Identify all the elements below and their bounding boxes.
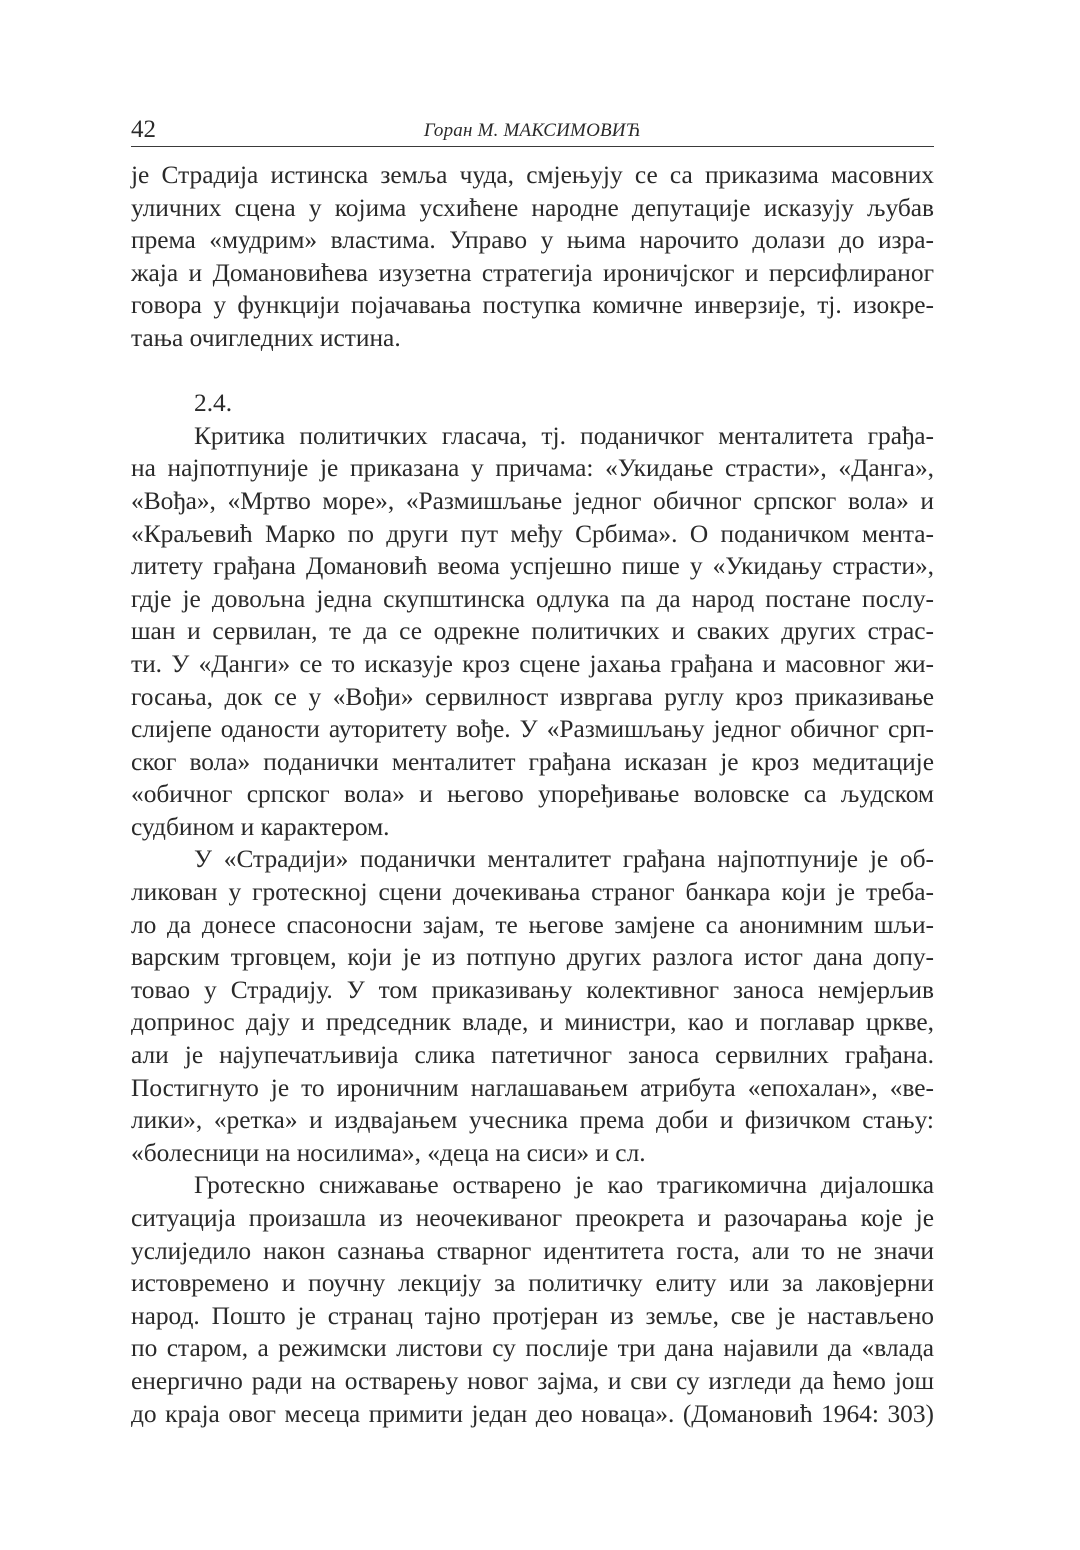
text-line: госања, док се у «Вођи» сервилност извргава руглу кроз приказивање (131, 682, 934, 711)
text-line: до краја овог месеца примити један део новаца». (Домановић 1964: 303) (131, 1399, 934, 1428)
text-line: према «мудрим» властима. Управо у њима нарочито долази до изра- (131, 226, 934, 255)
text-line: «обичног српског вола» и његово упоређивање воловске са људском (131, 780, 934, 809)
text-line: Гротескно снижавање остварено је као трагикомична дијалошка (194, 1171, 934, 1200)
text-line: «болесници на носилима», «деца на сиси» и сл. (131, 1138, 646, 1167)
text-line: Критика политичких гласача, тј. поданичког менталитета грађа- (194, 421, 934, 450)
running-head-author: Горан М. МАКСИМОВИЋ (423, 120, 642, 141)
text-line: али је најупечатљивија слика патетичног заноса сервилних грађана. (131, 1041, 934, 1070)
text-line: ло да донесе спасоносни зајам, те његове замјене са анонимним шљи- (131, 910, 934, 939)
text-line: на најпотпуније је приказана у причама: «Укидање страсти», «Данга», (131, 454, 934, 483)
text-line: товао у Страдију. У том приказивању колективног заноса немјерљив (131, 975, 934, 1004)
text-line: уличних сцена у којима усхићене народне депутације исказују љубав (131, 193, 934, 222)
text-line: народ. Пошто је странац тајно протјеран из земље, све је настављено (131, 1301, 934, 1330)
text-line: «Вођа», «Мртво море», «Размишљање једног обичног српског вола» и (131, 486, 934, 515)
text-line: услиједило након сазнања стварног идентитета госта, али то не значи (131, 1236, 934, 1265)
text-line: жаја и Домановићева изузетна стратегија ироничјског и персифлираног (131, 258, 934, 287)
text-line: ти. У «Данги» се то исказује кроз сцене јахања грађана и масовног жи- (131, 649, 934, 678)
body-text (131, 159, 934, 1430)
running-header (131, 114, 934, 147)
text-line: допринос дају и председник владе, и министри, као и поглавар цркве, (131, 1008, 934, 1037)
text-line: Постигнуто је то ироничним наглашавањем атрибута «епохалан», «ве- (131, 1073, 934, 1102)
text-line: ликован у гротескној сцени дочекивања страног банкара који је треба- (131, 878, 934, 907)
text-line: варским трговцем, који је из потпуно других разлога истог дана допу- (131, 943, 934, 972)
text-line: говора у функцији појачавања поступка комичне инверзије, тј. изокре- (131, 291, 934, 320)
text-line: по старом, а режимски листови су послије три дана најавили да «влада (131, 1334, 934, 1363)
text-line: «Краљевић Марко по други пут међу Србима». О поданичком мента- (131, 519, 934, 548)
text-line: лики», «ретка» и издвајањем учесника према доби и физичком стању: (131, 1106, 934, 1135)
page-number: 42 (131, 116, 156, 143)
text-line: слијепе оданости ауторитету вође. У «Размишљању једног обичног срп- (131, 715, 934, 744)
section-number: 2.4. (194, 389, 233, 418)
text-line: ситуација произашла из неочекиваног преокрета и разочарања које је (131, 1204, 934, 1232)
text-line: шан и сервилан, те да се одрекне политичких и сваких других страс- (131, 617, 934, 646)
text-line: тања очигледних истина. (131, 323, 401, 352)
text-line: судбином и карактером. (131, 812, 390, 841)
text-line: је Страдија истинска земља чуда, смјењују се са приказима масовних (131, 161, 934, 189)
paragraph-3 (131, 843, 934, 1169)
text-line: У «Страдији» поданички менталитет грађана најпотпуније је об- (194, 845, 934, 874)
paragraph-2 (131, 420, 934, 844)
paragraph-4 (131, 1169, 934, 1430)
text-line: гдје је довољна једна скупштинска одлука па да народ постане послу- (131, 584, 934, 613)
paragraph-gap (131, 355, 934, 388)
text-line: литету грађана Домановић веома успјешно пише у «Укидању страсти», (131, 552, 934, 581)
paragraph-1 (131, 159, 934, 355)
text-line: истовремено и поучну лекцију за политичку елиту или за лаковјерни (131, 1269, 934, 1298)
text-line: енергично ради на остварењу новог зајма, и сви су изгледи да ћемо још (131, 1366, 934, 1395)
text-line: ског вола» поданички менталитет грађана исказан је кроз медитације (131, 747, 934, 776)
